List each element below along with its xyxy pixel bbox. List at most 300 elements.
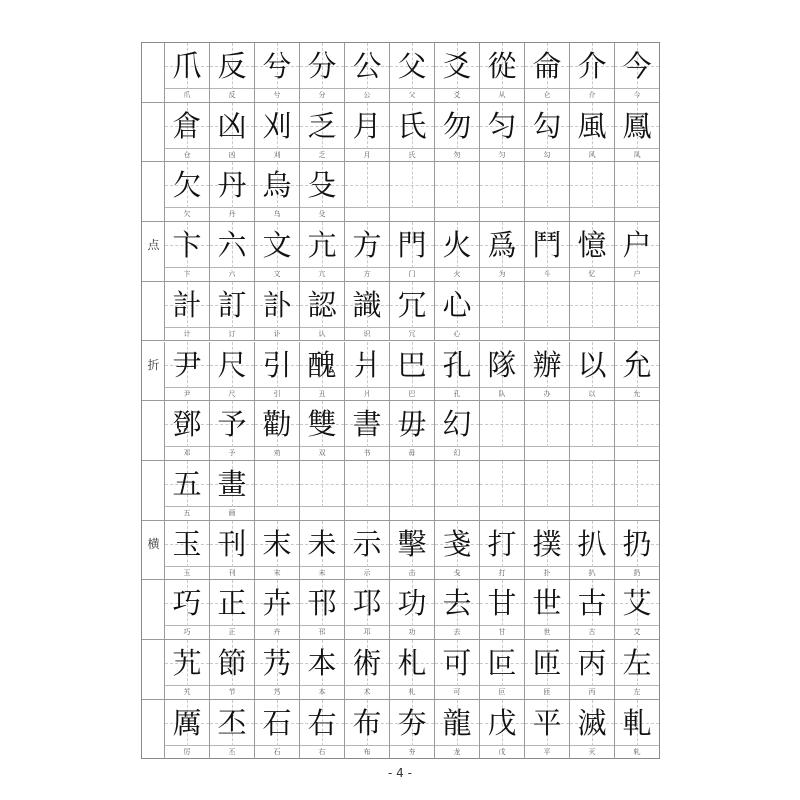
traditional-character: 孔: [442, 347, 472, 382]
simplified-character: 丑: [318, 389, 326, 398]
traditional-character: 龍: [442, 705, 472, 740]
character-cell: [615, 521, 660, 581]
simplified-character: 龙: [453, 747, 461, 756]
character-cell: [300, 640, 345, 700]
simplified-character: 甘: [498, 628, 506, 637]
character-cell: [480, 222, 525, 282]
simplified-character: [480, 329, 524, 339]
grid-row: [142, 342, 659, 402]
traditional-character: 巧: [172, 586, 202, 621]
character-cell: [570, 461, 615, 521]
character-cell: [165, 222, 210, 282]
simplified-character: 叵: [498, 688, 506, 696]
character-cell: [345, 103, 390, 163]
character-cell: [525, 461, 570, 521]
simplified-character: 可: [453, 688, 461, 696]
character-cell: [300, 162, 345, 222]
simplified-character: 爿: [363, 389, 371, 398]
character-cell: [255, 342, 300, 402]
traditional-character: 欠: [172, 168, 202, 203]
traditional-character: 計: [172, 287, 202, 322]
simplified-character: 画: [228, 508, 236, 517]
character-cell: [345, 640, 390, 700]
traditional-character: 書: [352, 407, 382, 442]
character-cell: [390, 640, 435, 700]
simplified-character: 计: [183, 329, 191, 338]
simplified-character: 尹: [183, 389, 191, 398]
simplified-character: 反: [228, 91, 236, 99]
simplified-character: 尺: [228, 389, 236, 398]
simplified-character: 丕: [228, 747, 236, 756]
simplified-character: 正: [228, 628, 236, 637]
traditional-character: 分: [307, 49, 337, 83]
traditional-character: 心: [442, 287, 472, 322]
character-cell: [390, 222, 435, 282]
character-cell: [435, 162, 480, 222]
simplified-character: 幻: [453, 449, 461, 458]
character-cell: [165, 580, 210, 640]
simplified-character: 古: [588, 628, 596, 637]
simplified-character: 匝: [543, 688, 551, 696]
simplified-character: 击: [408, 568, 416, 577]
traditional-character: 軋: [622, 705, 652, 740]
traditional-character: 巴: [397, 347, 427, 382]
traditional-character: 風: [577, 108, 607, 143]
traditional-character: 丹: [217, 168, 247, 203]
character-cell: [210, 103, 255, 163]
traditional-character: 匝: [532, 646, 562, 680]
character-cell: [435, 700, 480, 760]
traditional-character: 撲: [532, 526, 562, 561]
character-cell: [435, 342, 480, 402]
simplified-character: 允: [633, 389, 641, 398]
stroke-category-label: 横: [147, 536, 160, 551]
character-cell: [165, 282, 210, 342]
character-cell: [300, 461, 345, 521]
simplified-character: 书: [363, 449, 371, 458]
traditional-character: 訃: [262, 287, 292, 322]
simplified-character: [390, 209, 434, 219]
simplified-character: [615, 329, 659, 339]
character-cell: [165, 700, 210, 760]
simplified-character: [390, 508, 434, 518]
character-cell: [210, 640, 255, 700]
character-cell: [165, 342, 210, 402]
simplified-character: 邗: [318, 628, 326, 637]
character-cell: [435, 222, 480, 282]
traditional-character: 侖: [532, 49, 562, 83]
simplified-character: 刊: [228, 568, 236, 577]
traditional-character: 亢: [307, 228, 337, 263]
traditional-character: 可: [442, 646, 472, 680]
traditional-character: 爲: [487, 228, 517, 263]
simplified-character: 欠: [183, 210, 191, 219]
traditional-character: 認: [307, 287, 337, 322]
traditional-character: 夯: [397, 705, 427, 740]
traditional-character: 隊: [487, 347, 517, 382]
traditional-character: 尺: [217, 347, 247, 382]
character-cell: [210, 521, 255, 581]
traditional-character: 未: [307, 526, 337, 561]
simplified-character: [615, 448, 659, 458]
simplified-character: 布: [363, 747, 371, 756]
simplified-character: 今: [633, 91, 641, 99]
simplified-character: 卞: [183, 270, 191, 279]
character-cell: [255, 640, 300, 700]
simplified-character: [480, 448, 524, 458]
traditional-character: 訂: [217, 287, 247, 322]
character-cell: [480, 700, 525, 760]
character-cell: [210, 580, 255, 640]
stroke-category-column: [142, 700, 165, 760]
character-cell: [480, 640, 525, 700]
character-cell: [210, 43, 255, 103]
simplified-character: [525, 209, 569, 219]
character-cell: [345, 43, 390, 103]
simplified-character: 予: [228, 449, 236, 458]
simplified-character: 讣: [273, 329, 281, 338]
simplified-character: 公: [363, 91, 371, 99]
traditional-character: 氏: [397, 108, 427, 143]
traditional-character: 凶: [217, 108, 247, 143]
simplified-character: 刈: [273, 150, 281, 159]
simplified-character: 五: [183, 508, 191, 517]
character-cell: [570, 401, 615, 461]
simplified-character: 左: [633, 688, 641, 696]
traditional-character: 甘: [487, 586, 517, 621]
character-cell: [480, 282, 525, 342]
traditional-character: 幻: [442, 407, 472, 442]
simplified-character: 凶: [228, 150, 236, 159]
traditional-character: 世: [532, 586, 562, 621]
character-cell: [165, 43, 210, 103]
traditional-character: 識: [352, 287, 382, 322]
traditional-character: 倉: [172, 108, 202, 143]
traditional-character: 去: [442, 586, 472, 621]
stroke-category-label: [142, 470, 165, 498]
traditional-character: 憶: [577, 228, 607, 263]
character-cell: [615, 103, 660, 163]
traditional-character: 丙: [577, 646, 607, 680]
traditional-character: 醜: [307, 347, 337, 382]
character-cell: [570, 580, 615, 640]
stroke-category-label: [142, 649, 165, 677]
grid-row: [142, 461, 659, 521]
simplified-character: 卉: [273, 628, 281, 637]
traditional-character: 月: [352, 108, 382, 143]
traditional-character: 刈: [262, 108, 292, 143]
character-cell: [255, 43, 300, 103]
character-cell: [570, 521, 615, 581]
traditional-character: 平: [532, 705, 562, 740]
simplified-character: [525, 329, 569, 339]
simplified-character: 札: [408, 688, 416, 696]
traditional-character: 兮: [262, 49, 292, 83]
simplified-character: 功: [408, 628, 416, 637]
traditional-character: 鳳: [622, 108, 652, 143]
character-cell: [345, 401, 390, 461]
traditional-character: 反: [217, 49, 247, 83]
simplified-character: 忆: [588, 270, 596, 279]
traditional-character: [390, 461, 434, 507]
traditional-character: 畫: [217, 466, 247, 501]
traditional-character: 勸: [262, 407, 292, 442]
simplified-character: 扑: [543, 568, 551, 577]
simplified-character: [435, 209, 479, 219]
character-cell: [525, 162, 570, 222]
simplified-character: [525, 508, 569, 518]
traditional-character: 功: [397, 586, 427, 621]
traditional-character: 勾: [532, 108, 562, 143]
traditional-character: 古: [577, 586, 607, 621]
character-cell: [300, 43, 345, 103]
traditional-character: 末: [262, 526, 292, 561]
traditional-character: 扔: [622, 526, 652, 561]
character-cell: [480, 461, 525, 521]
simplified-character: 巴: [408, 389, 416, 398]
simplified-character: 乌: [273, 210, 281, 219]
simplified-character: 认: [318, 329, 326, 338]
character-cell: [255, 103, 300, 163]
character-cell: [525, 401, 570, 461]
traditional-character: 父: [397, 49, 427, 83]
simplified-character: 未: [318, 568, 326, 577]
simplified-character: 仓: [183, 150, 191, 159]
simplified-character: 孔: [453, 389, 461, 398]
simplified-character: [570, 329, 614, 339]
traditional-character: [345, 162, 389, 208]
traditional-character: 允: [622, 347, 652, 382]
simplified-character: 月: [363, 150, 371, 159]
stroke-category-column: [142, 461, 165, 520]
traditional-character: 鄧: [172, 407, 202, 442]
traditional-character: 殳: [307, 168, 337, 203]
traditional-character: [480, 162, 524, 208]
character-cell: [210, 700, 255, 760]
traditional-character: 術: [352, 646, 382, 680]
character-cell: [255, 521, 300, 581]
character-cell: [615, 162, 660, 222]
traditional-character: 示: [352, 526, 382, 561]
traditional-character: 艽: [172, 646, 202, 680]
character-cell: [390, 342, 435, 402]
traditional-character: 右: [307, 705, 337, 740]
traditional-character: 邗: [307, 586, 337, 621]
simplified-character: 门: [408, 270, 416, 279]
character-cell: [615, 461, 660, 521]
character-cell: [570, 162, 615, 222]
simplified-character: 术: [363, 688, 371, 696]
simplified-character: 亢: [318, 270, 326, 279]
character-cell: [300, 103, 345, 163]
character-cell: [300, 342, 345, 402]
simplified-character: 分: [318, 91, 326, 99]
simplified-character: 灭: [588, 747, 596, 756]
character-cell: [300, 282, 345, 342]
simplified-character: 从: [498, 91, 506, 99]
traditional-character: 從: [487, 49, 517, 83]
character-cell: [255, 580, 300, 640]
simplified-character: 示: [363, 568, 371, 577]
grid-row: [142, 222, 659, 282]
character-cell: [345, 700, 390, 760]
character-cell: [390, 162, 435, 222]
grid-row: [142, 282, 659, 342]
simplified-character: [480, 508, 524, 518]
character-cell: [615, 222, 660, 282]
character-cell: [480, 401, 525, 461]
character-cell: [570, 700, 615, 760]
simplified-character: 玉: [183, 568, 191, 577]
simplified-character: 介: [588, 91, 596, 99]
simplified-character: 邛: [363, 628, 371, 637]
character-cell: [165, 461, 210, 521]
character-cell: [480, 580, 525, 640]
simplified-character: [570, 508, 614, 518]
stroke-category-label: [142, 709, 165, 737]
traditional-character: 正: [217, 586, 247, 621]
simplified-character: [435, 508, 479, 518]
stroke-category-label: [142, 171, 165, 199]
traditional-character: 厲: [172, 705, 202, 740]
character-cell: [480, 521, 525, 581]
character-cell: [525, 700, 570, 760]
traditional-character: [525, 282, 569, 328]
character-cell: [210, 162, 255, 222]
character-cell: [390, 521, 435, 581]
character-cell: [570, 282, 615, 342]
simplified-character: 兮: [273, 91, 281, 99]
traditional-character: [615, 282, 659, 328]
character-cell: [390, 700, 435, 760]
simplified-character: 文: [273, 270, 281, 279]
character-cell: [255, 700, 300, 760]
character-cell: [390, 461, 435, 521]
character-cell: [345, 521, 390, 581]
character-cell: [570, 342, 615, 402]
simplified-character: 火: [453, 270, 461, 279]
character-cell: [345, 580, 390, 640]
traditional-character: 左: [622, 646, 652, 680]
traditional-character: 艾: [622, 586, 652, 621]
character-cell: [570, 43, 615, 103]
traditional-character: 邛: [352, 586, 382, 621]
character-cell: [165, 103, 210, 163]
traditional-character: 本: [307, 646, 337, 680]
character-cell: [345, 222, 390, 282]
character-cell: [615, 282, 660, 342]
simplified-character: [570, 209, 614, 219]
simplified-character: [255, 508, 299, 518]
traditional-character: [255, 461, 299, 507]
character-cell: [525, 580, 570, 640]
simplified-character: 匀: [498, 150, 506, 159]
stroke-category-label: [142, 52, 165, 80]
traditional-character: 六: [217, 228, 247, 263]
character-cell: [345, 162, 390, 222]
character-cell: [570, 222, 615, 282]
traditional-character: 尹: [172, 347, 202, 382]
simplified-character: 艿: [273, 688, 281, 696]
character-cell: [165, 401, 210, 461]
simplified-character: 右: [318, 747, 326, 756]
traditional-character: 火: [442, 228, 472, 263]
character-cell: [480, 43, 525, 103]
character-cell: [435, 461, 480, 521]
simplified-character: 氏: [408, 150, 416, 159]
character-cell: [210, 342, 255, 402]
simplified-character: 平: [543, 747, 551, 756]
character-cell: [435, 401, 480, 461]
traditional-character: 爪: [172, 49, 202, 83]
page-number: - 4 -: [388, 766, 412, 780]
simplified-character: 勾: [543, 150, 551, 159]
traditional-character: 方: [352, 228, 382, 263]
stroke-category-column: [142, 401, 165, 460]
traditional-character: 叵: [487, 646, 517, 680]
grid-row: [142, 43, 659, 103]
simplified-character: [300, 508, 344, 518]
character-cell: [435, 43, 480, 103]
character-cell: [525, 222, 570, 282]
traditional-character: [525, 401, 569, 447]
simplified-character: 劝: [273, 449, 281, 458]
traditional-character: 布: [352, 705, 382, 740]
character-cell: [525, 342, 570, 402]
traditional-character: 户: [622, 228, 652, 263]
character-cell: [615, 640, 660, 700]
traditional-character: [615, 461, 659, 507]
character-cell: [345, 342, 390, 402]
character-cell: [435, 640, 480, 700]
character-cell: [480, 342, 525, 402]
traditional-character: 節: [217, 646, 247, 680]
character-cell: [300, 521, 345, 581]
traditional-character: [435, 162, 479, 208]
character-cell: [300, 401, 345, 461]
simplified-character: 丹: [228, 210, 236, 219]
character-cell: [390, 103, 435, 163]
stroke-category-column: [142, 521, 165, 580]
character-cell: [525, 640, 570, 700]
traditional-character: 文: [262, 228, 292, 263]
grid-row: [142, 700, 659, 760]
character-cell: [300, 700, 345, 760]
stroke-category-column: [142, 342, 165, 401]
traditional-character: 擊: [397, 526, 427, 561]
simplified-character: [345, 508, 389, 518]
traditional-character: 卞: [172, 228, 202, 263]
traditional-character: 冗: [397, 287, 427, 322]
character-cell: [615, 43, 660, 103]
traditional-character: [570, 162, 614, 208]
traditional-character: 介: [577, 49, 607, 83]
traditional-character: [345, 461, 389, 507]
simplified-character: 方: [363, 270, 371, 279]
traditional-character: 玉: [172, 526, 202, 561]
stroke-category-label: [142, 410, 165, 438]
character-cell: [165, 640, 210, 700]
simplified-character: 风: [588, 150, 596, 159]
simplified-character: 办: [543, 389, 551, 398]
simplified-character: 丙: [588, 688, 596, 696]
simplified-character: 石: [273, 747, 281, 756]
simplified-character: [345, 209, 389, 219]
simplified-character: 爪: [183, 91, 191, 99]
traditional-character: 鬥: [532, 228, 562, 263]
simplified-character: [615, 209, 659, 219]
traditional-character: 今: [622, 49, 652, 83]
